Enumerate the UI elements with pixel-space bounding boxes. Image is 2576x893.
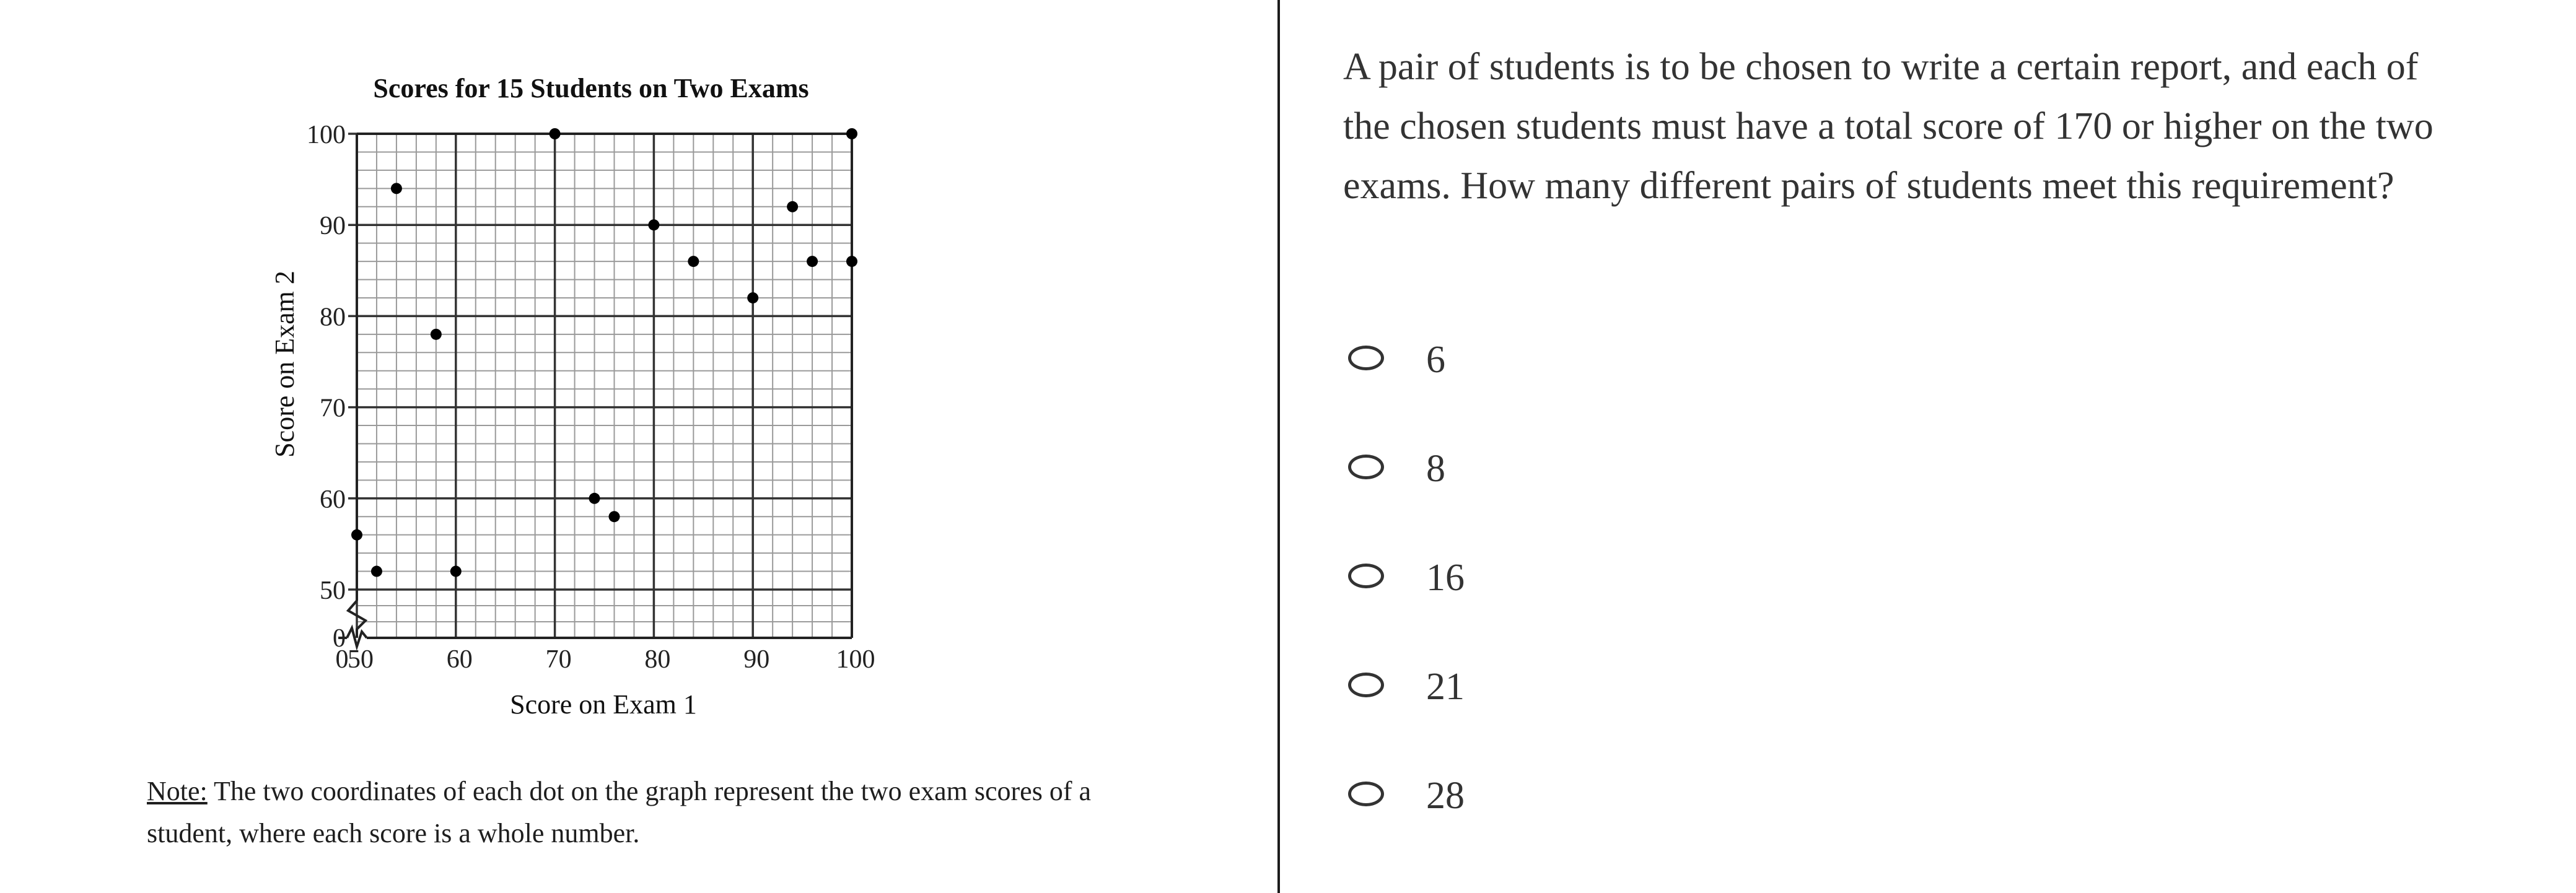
x-axis-label: Score on Exam 1: [510, 689, 697, 720]
y-tick-label: 70: [320, 394, 346, 423]
data-point: [608, 511, 620, 522]
data-point: [787, 201, 798, 212]
data-point: [846, 128, 857, 139]
y-break-zero-label: 0: [333, 624, 346, 653]
y-tick-label: 90: [320, 212, 346, 241]
answer-option-label: 8: [1426, 448, 1445, 490]
answer-option-label: 21: [1426, 666, 1465, 708]
data-point: [589, 493, 600, 504]
data-point: [351, 529, 362, 541]
data-point: [846, 256, 857, 267]
y-tick-label: 50: [320, 577, 346, 605]
data-point: [391, 183, 402, 194]
radio-circle-icon[interactable]: [1348, 455, 1384, 479]
data-point: [450, 566, 462, 577]
note-label: Note:: [147, 776, 208, 806]
answer-option-label: 6: [1426, 339, 1445, 381]
y-tick-label: 60: [320, 485, 346, 514]
note-text: The two coordinates of each dot on the graph represent the two exam scores of a student, where each score is a whole number.: [147, 776, 1092, 848]
chart-note: [147, 770, 1138, 855]
radio-circle-icon[interactable]: [1348, 673, 1384, 697]
radio-circle-icon[interactable]: [1348, 346, 1384, 370]
data-point: [807, 256, 818, 267]
question-panel: [1343, 37, 2520, 817]
panel-divider: [1277, 0, 1280, 893]
y-axis-label: Score on Exam 2: [269, 271, 300, 458]
x-tick-label: 70: [545, 645, 572, 674]
x-break-zero-label: 0: [335, 645, 349, 674]
data-point: [431, 329, 442, 340]
data-point: [550, 128, 561, 139]
data-point: [747, 292, 758, 303]
data-point: [688, 256, 699, 267]
x-tick-label: 100: [836, 645, 875, 674]
x-tick-label: 90: [743, 645, 770, 674]
radio-circle-icon[interactable]: [1348, 782, 1384, 806]
chart-title: Scores for 15 Students on Two Exams: [373, 73, 809, 103]
answer-option-label: 28: [1426, 775, 1465, 817]
data-point: [648, 219, 659, 230]
x-tick-label: 50: [348, 645, 374, 674]
data-point: [371, 566, 382, 577]
question-text: A pair of students is to be chosen to write a certain report, and each of the chosen students must have a total score of 170 or higher on the two exams. How many different pairs of students meet this requirement?: [1343, 46, 2434, 207]
radio-circle-icon[interactable]: [1348, 564, 1384, 588]
y-tick-label: 80: [320, 303, 346, 332]
x-tick-label: 60: [446, 645, 473, 674]
answer-option-label: 16: [1426, 557, 1465, 599]
y-tick-label: 100: [307, 121, 346, 149]
scatter-chart: [0, 0, 1276, 893]
x-tick-label: 80: [644, 645, 671, 674]
chart-panel: [0, 0, 1276, 893]
